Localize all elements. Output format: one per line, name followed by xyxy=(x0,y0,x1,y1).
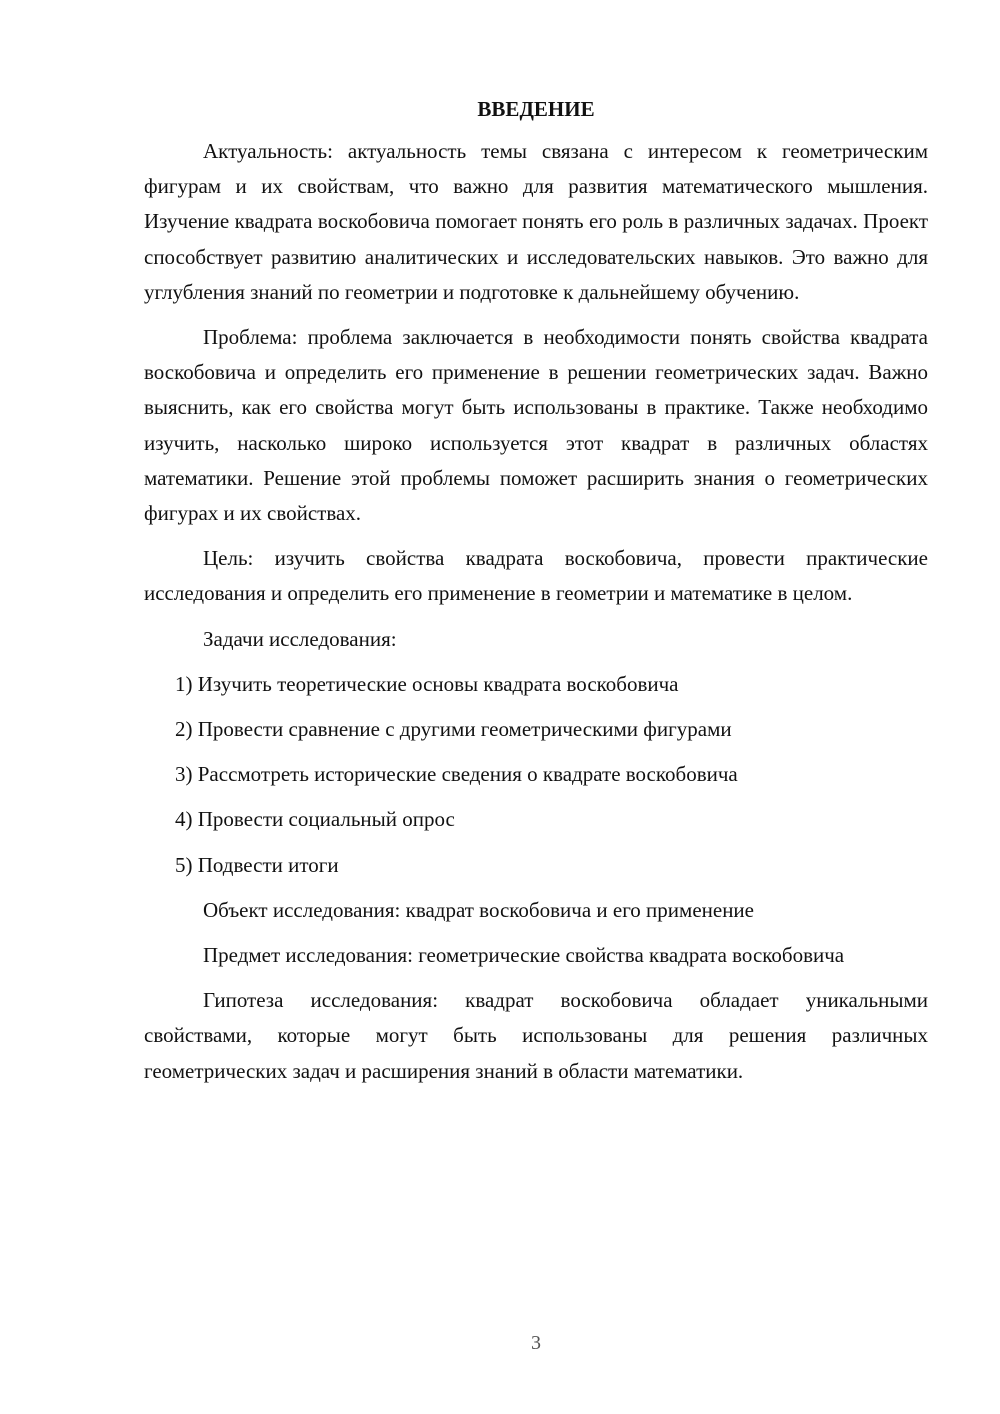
object-paragraph: Объект исследования: квадрат воскобовича и его применение xyxy=(203,897,754,922)
hypothesis-paragraph: Гипотеза исследования: квадрат воскобовича обладает уникальными свойствами, которые могут быть использованы для решения различных геометрических задач и расширения знаний в области математики. xyxy=(144,988,928,1083)
page-number: 3 xyxy=(531,1332,541,1354)
task-item: 3) Рассмотреть исторические сведения о квадрате воскобовича xyxy=(175,762,738,787)
task-item: 4) Провести социальный опрос xyxy=(175,807,455,832)
task-item: 2) Провести сравнение с другими геометрическими фигурами xyxy=(175,717,732,742)
tasks-heading: Задачи исследования: xyxy=(203,626,397,651)
task-item: 5) Подвести итоги xyxy=(175,852,339,877)
page-content xyxy=(144,92,928,1099)
tasks-list xyxy=(144,667,928,883)
goal-paragraph: Цель: изучить свойства квадрата воскобовича, провести практические исследования и определить его применение в геометрии и математике в целом. xyxy=(144,546,928,606)
task-item: 1) Изучить теоретические основы квадрата воскобовича xyxy=(175,671,679,696)
section-title: ВВЕДЕНИЕ xyxy=(477,97,595,121)
relevance-paragraph: Актуальность: актуальность темы связана с интересом к геометрическим фигурам и их свойствам, что важно для развития математического мышления. Изучение квадрата воскобовича помогает понять его роль в различных задачах. Проект способствует развитию аналитических и исследовательских навыков. Это важно для углубления знаний по геометрии и подготовке к дальнейшему обучению. xyxy=(144,139,928,304)
problem-paragraph: Проблема: проблема заключается в необходимости понять свойства квадрата воскобовича и определить его применение в решении геометрических задач. Важно выяснить, как его свойства могут быть использованы в практике. Также необходимо изучить, насколько широко используется этот квадрат в различных областях математики. Решение этой проблемы поможет расширить знания о геометрических фигурах и их свойствах. xyxy=(144,325,928,526)
subject-paragraph: Предмет исследования: геометрические свойства квадрата воскобовича xyxy=(203,943,845,968)
